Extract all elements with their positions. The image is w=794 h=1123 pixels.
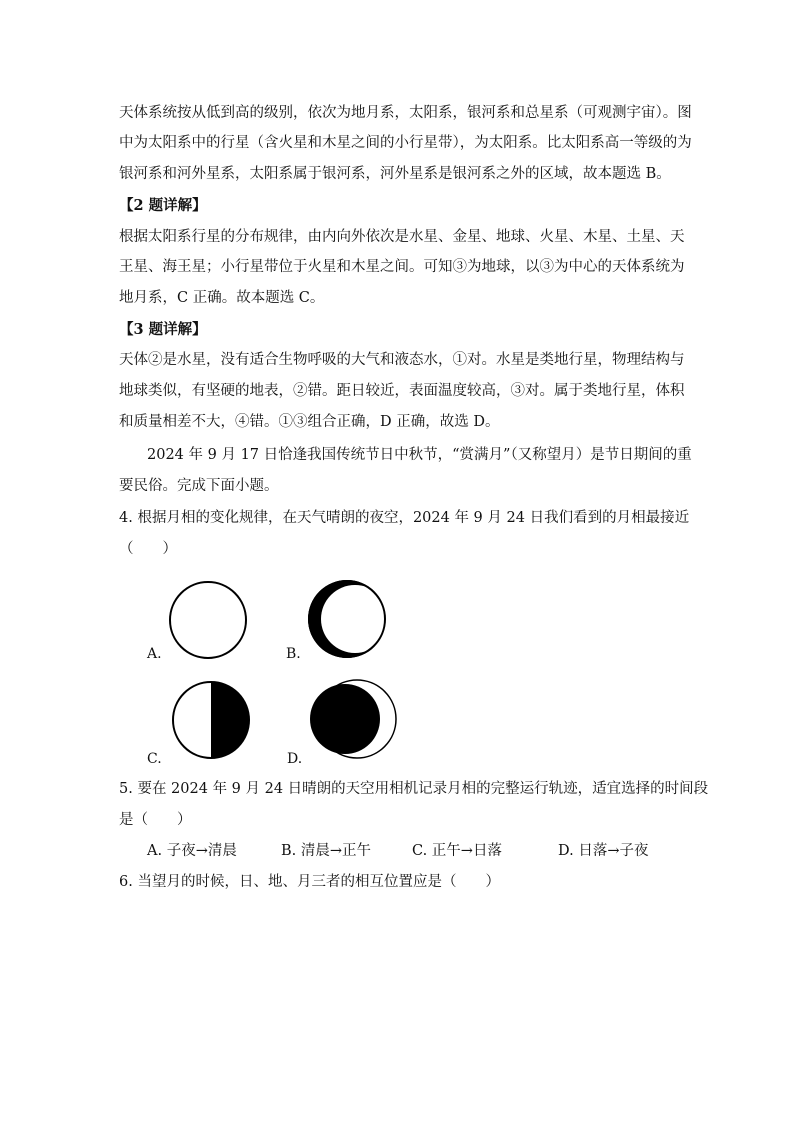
explanation-1-line-1: 天体系统按从低到高的级别，依次为地月系，太阳系，银河系和总星系（可观测宇宙）。图 (119, 105, 692, 121)
heading-question-3: 【3 题详解】 (119, 321, 207, 338)
question-5-stem: 5. 要在 2024 年 9 月 24 日晴朗的天空用相机记录月相的完整运行轨迹，适宜选择的时间段 (119, 781, 709, 797)
explanation-2-line-1: 根据太阳系行星的分布规律，由内向外依次是水星、金星、地球、火星、木星、土星、天 (119, 229, 685, 245)
explanation-1-line-2: 中为太阳系中的行星（含火星和木星之间的小行星带），为太阳系。比太阳系高一等级的为 (119, 135, 692, 151)
explanation-1-line-3: 银河系和河外星系，太阳系属于银河系，河外星系是银河系之外的区域，故本题选 B。 (119, 166, 671, 182)
heading-question-2: 【2 题详解】 (119, 197, 207, 214)
explanation-2-line-3: 地月系，C 正确。故本题选 C。 (119, 290, 325, 306)
moon-c-label: C. (147, 751, 162, 767)
moon-a-label: A. (147, 646, 162, 662)
question-5-option-c: C. 正午→日落 (412, 843, 502, 859)
question-5-option-a: A. 子夜→清晨 (147, 843, 237, 859)
moon-b-label: B. (286, 646, 301, 662)
question-6-stem: 6. 当望月的时候，日、地、月三者的相互位置应是（ ） (119, 874, 500, 890)
moon-d-waning-crescent-icon (307, 676, 401, 762)
passage-line-1: 2024 年 9 月 17 日恰逢我国传统节日中秋节，“赏满月”（又称望月）是节日期间的重 (147, 447, 692, 463)
moon-b-crescent-icon (306, 578, 388, 660)
explanation-2-line-2: 王星、海王星；小行星带位于火星和木星之间。可知③为地球，以③为中心的天体系统为 (119, 259, 685, 275)
moon-a-full-moon-icon (167, 579, 249, 661)
passage-line-2: 要民俗。完成下面小题。 (119, 478, 279, 494)
explanation-3-line-1: 天体②是水星，没有适合生物呼吸的大气和液态水，①对。水星是类地行星，物理结构与 (119, 352, 685, 368)
question-5-option-b: B. 清晨→正午 (281, 843, 372, 859)
moon-c-half-moon-icon (170, 679, 252, 761)
question-5-option-d: D. 日落→子夜 (558, 843, 649, 859)
moon-d-label: D. (287, 751, 303, 767)
explanation-3-line-3: 和质量相差不大，④错。①③组合正确，D 正确，故选 D。 (119, 414, 500, 430)
question-5-stem-2: 是（ ） (119, 812, 192, 828)
explanation-3-line-2: 地球类似，有坚硬的地表，②错。距日较近，表面温度较高，③对。属于类地行星，体积 (119, 383, 685, 399)
question-4-stem: 4. 根据月相的变化规律，在天气晴朗的夜空，2024 年 9 月 24 日我们看到的月相最接近 (119, 510, 690, 526)
question-4-blank: （ ） (119, 541, 177, 557)
